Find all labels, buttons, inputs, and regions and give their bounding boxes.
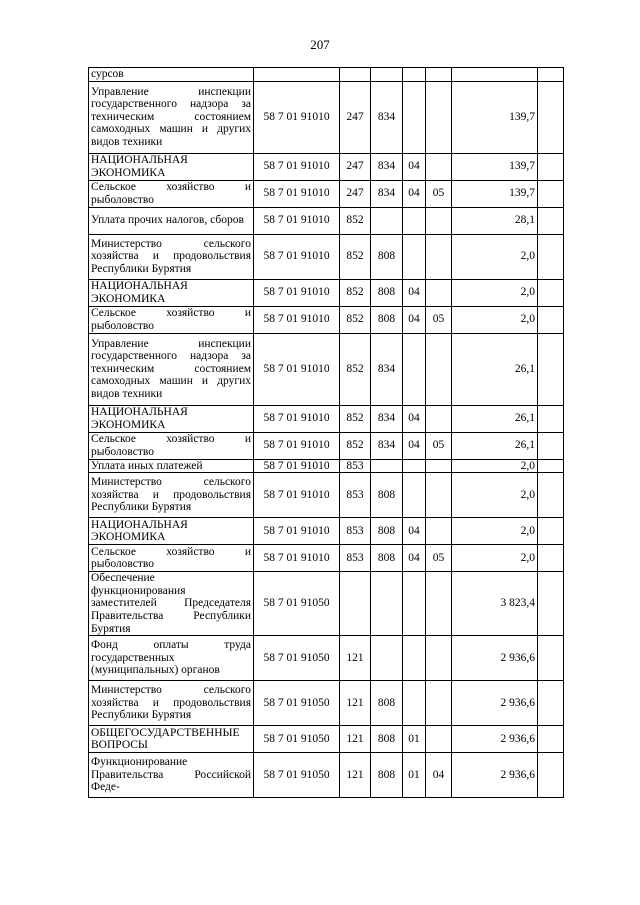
row-expense-type: 852 [340,333,371,405]
row-section [403,572,426,636]
row-expense-type: 853 [340,459,371,473]
row-section: 01 [403,726,426,753]
row-amount: 26,1 [452,405,538,432]
row-name: Уплата прочих налогов, сборов [89,207,254,234]
row-subsection: 05 [426,306,452,333]
row-empty-cell [538,432,564,459]
row-expense-type: 852 [340,432,371,459]
row-name: сурсов [89,68,254,82]
row-ministry-code [371,636,403,681]
row-name: Министерство сельского хозяйства и продовольствия Республики Бурятия [89,473,254,518]
row-amount [452,68,538,82]
row-ministry-code: 808 [371,473,403,518]
row-name: Сельское хозяйство и рыболовство [89,180,254,207]
row-subsection [426,153,452,180]
row-amount: 26,1 [452,333,538,405]
row-expense-type [340,68,371,82]
row-empty-cell [538,333,564,405]
row-empty-cell [538,207,564,234]
row-ministry-code: 834 [371,180,403,207]
row-empty-cell [538,681,564,726]
row-amount: 2 936,6 [452,636,538,681]
row-target-code: 58 7 01 91010 [254,333,340,405]
row-empty-cell [538,405,564,432]
row-name: Обеспечение функционирования заместителей Председателя Правительства Республики Бурятия [89,572,254,636]
row-amount: 139,7 [452,153,538,180]
table-row [89,153,564,180]
row-amount: 2 936,6 [452,726,538,753]
row-ministry-code: 834 [371,153,403,180]
row-empty-cell [538,572,564,636]
row-subsection [426,405,452,432]
row-section [403,473,426,518]
row-subsection [426,81,452,153]
row-section: 04 [403,545,426,572]
row-expense-type: 247 [340,81,371,153]
table-row [89,726,564,753]
table-row [89,207,564,234]
row-target-code: 58 7 01 91010 [254,180,340,207]
row-subsection [426,473,452,518]
row-amount: 3 823,4 [452,572,538,636]
row-section [403,681,426,726]
row-amount: 2,0 [452,545,538,572]
table-row [89,459,564,473]
table-row [89,545,564,572]
row-amount: 2 936,6 [452,681,538,726]
row-expense-type: 852 [340,234,371,279]
row-section [403,81,426,153]
row-section [403,459,426,473]
row-ministry-code: 834 [371,333,403,405]
row-target-code: 58 7 01 91050 [254,572,340,636]
table-row [89,405,564,432]
row-ministry-code: 808 [371,306,403,333]
row-ministry-code: 808 [371,279,403,306]
row-target-code: 58 7 01 91010 [254,207,340,234]
table-row [89,234,564,279]
row-amount: 26,1 [452,432,538,459]
row-section: 04 [403,518,426,545]
row-name: Сельское хозяйство и рыболовство [89,545,254,572]
row-ministry-code: 834 [371,432,403,459]
row-ministry-code: 808 [371,726,403,753]
row-subsection [426,681,452,726]
row-section: 01 [403,753,426,798]
row-subsection [426,636,452,681]
row-expense-type [340,572,371,636]
row-empty-cell [538,636,564,681]
table-row [89,333,564,405]
row-subsection [426,726,452,753]
row-name: Управление инспекции государственного надзора за техническим состоянием самоходных машин и других видов техники [89,333,254,405]
row-empty-cell [538,545,564,572]
row-expense-type: 853 [340,545,371,572]
row-name: Сельское хозяйство и рыболовство [89,432,254,459]
row-target-code: 58 7 01 91010 [254,518,340,545]
row-subsection [426,518,452,545]
table-row [89,572,564,636]
row-section [403,207,426,234]
table-row [89,753,564,798]
row-section [403,234,426,279]
row-name: Фонд оплаты труда государственных (муниципальных) органов [89,636,254,681]
table-row [89,68,564,82]
row-subsection: 04 [426,753,452,798]
row-expense-type: 852 [340,207,371,234]
row-amount: 139,7 [452,180,538,207]
row-amount: 2,0 [452,473,538,518]
row-section: 04 [403,279,426,306]
row-name: Министерство сельского хозяйства и продовольствия Республики Бурятия [89,681,254,726]
row-ministry-code [371,572,403,636]
row-empty-cell [538,180,564,207]
row-name: Управление инспекции государственного надзора за техническим состоянием самоходных машин и других видов техники [89,81,254,153]
row-target-code [254,68,340,82]
row-expense-type: 121 [340,753,371,798]
row-ministry-code: 808 [371,753,403,798]
row-section: 04 [403,405,426,432]
row-subsection [426,572,452,636]
row-expense-type: 247 [340,180,371,207]
table-row [89,518,564,545]
row-ministry-code: 834 [371,405,403,432]
row-expense-type: 852 [340,279,371,306]
row-section: 04 [403,432,426,459]
row-section: 04 [403,180,426,207]
table-row [89,81,564,153]
row-subsection [426,68,452,82]
row-expense-type: 121 [340,636,371,681]
row-subsection: 05 [426,180,452,207]
row-target-code: 58 7 01 91010 [254,459,340,473]
row-section [403,68,426,82]
row-ministry-code [371,207,403,234]
row-section: 04 [403,306,426,333]
row-target-code: 58 7 01 91010 [254,545,340,572]
row-amount: 2,0 [452,234,538,279]
row-empty-cell [538,81,564,153]
table-row [89,279,564,306]
row-target-code: 58 7 01 91050 [254,726,340,753]
row-target-code: 58 7 01 91050 [254,753,340,798]
row-ministry-code: 808 [371,234,403,279]
row-target-code: 58 7 01 91010 [254,473,340,518]
row-target-code: 58 7 01 91050 [254,636,340,681]
row-expense-type: 852 [340,306,371,333]
row-amount: 139,7 [452,81,538,153]
row-section [403,636,426,681]
row-expense-type: 853 [340,518,371,545]
row-target-code: 58 7 01 91010 [254,405,340,432]
row-empty-cell [538,473,564,518]
row-name: НАЦИОНАЛЬНАЯ ЭКОНОМИКА [89,279,254,306]
row-name: Функционирование Правительства Российской Феде- [89,753,254,798]
table-row [89,681,564,726]
row-target-code: 58 7 01 91010 [254,432,340,459]
row-subsection [426,234,452,279]
row-ministry-code: 808 [371,545,403,572]
page-number: 207 [310,37,330,52]
row-section: 04 [403,153,426,180]
row-expense-type: 121 [340,726,371,753]
row-subsection [426,333,452,405]
table-row [89,636,564,681]
row-subsection [426,279,452,306]
row-empty-cell [538,753,564,798]
row-name: НАЦИОНАЛЬНАЯ ЭКОНОМИКА [89,518,254,545]
row-expense-type: 852 [340,405,371,432]
row-name: НАЦИОНАЛЬНАЯ ЭКОНОМИКА [89,153,254,180]
row-subsection [426,459,452,473]
row-target-code: 58 7 01 91050 [254,681,340,726]
row-amount: 2,0 [452,518,538,545]
row-name: ОБЩЕГОСУДАРСТВЕННЫЕ ВОПРОСЫ [89,726,254,753]
row-expense-type: 853 [340,473,371,518]
row-amount: 2,0 [452,459,538,473]
row-expense-type: 247 [340,153,371,180]
row-empty-cell [538,306,564,333]
row-target-code: 58 7 01 91010 [254,234,340,279]
row-empty-cell [538,279,564,306]
row-section [403,333,426,405]
row-empty-cell [538,518,564,545]
row-empty-cell [538,68,564,82]
row-target-code: 58 7 01 91010 [254,153,340,180]
row-subsection: 05 [426,432,452,459]
row-ministry-code [371,459,403,473]
table-row [89,432,564,459]
table-row [89,473,564,518]
row-name: Уплата иных платежей [89,459,254,473]
row-ministry-code [371,68,403,82]
row-amount: 2,0 [452,279,538,306]
row-amount: 2 936,6 [452,753,538,798]
row-target-code: 58 7 01 91010 [254,81,340,153]
row-empty-cell [538,153,564,180]
row-empty-cell [538,726,564,753]
row-empty-cell [538,459,564,473]
row-subsection [426,207,452,234]
row-subsection: 05 [426,545,452,572]
row-empty-cell [538,234,564,279]
row-name: Сельское хозяйство и рыболовство [89,306,254,333]
budget-table [88,67,564,798]
row-name: Министерство сельского хозяйства и продовольствия Республики Бурятия [89,234,254,279]
row-amount: 2,0 [452,306,538,333]
row-target-code: 58 7 01 91010 [254,279,340,306]
row-amount: 28,1 [452,207,538,234]
table-row [89,306,564,333]
table-body [89,68,564,798]
row-ministry-code: 808 [371,518,403,545]
table-row [89,180,564,207]
row-ministry-code: 808 [371,681,403,726]
row-ministry-code: 834 [371,81,403,153]
row-expense-type: 121 [340,681,371,726]
row-name: НАЦИОНАЛЬНАЯ ЭКОНОМИКА [89,405,254,432]
row-target-code: 58 7 01 91010 [254,306,340,333]
